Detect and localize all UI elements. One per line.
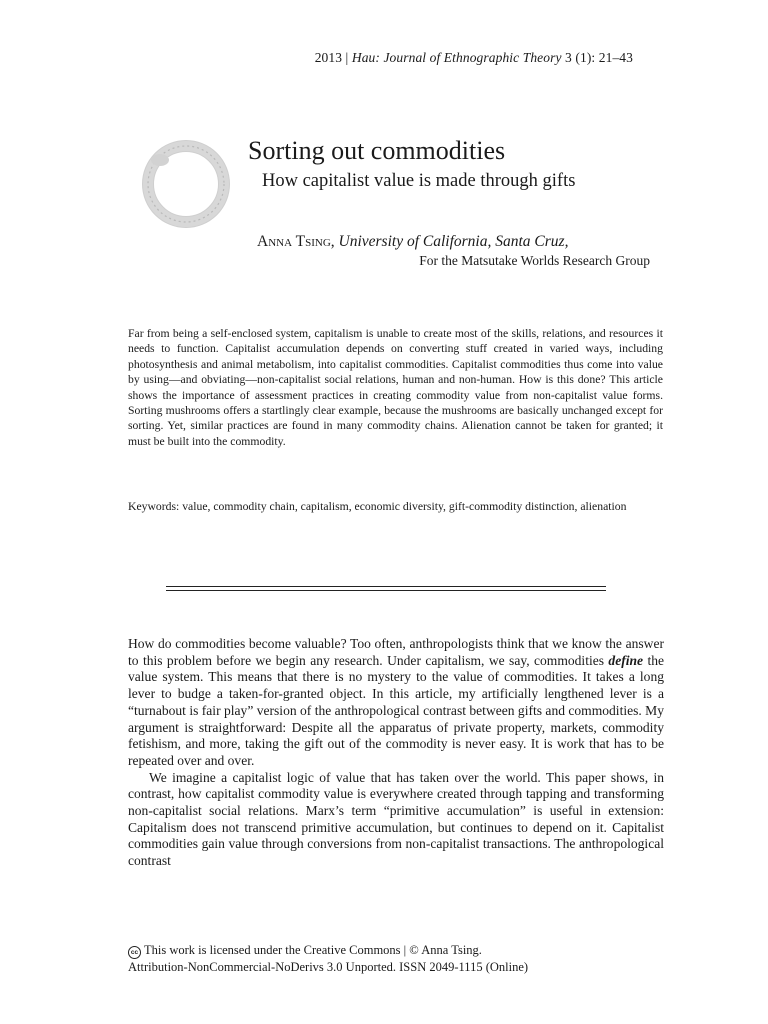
article-title: Sorting out commodities xyxy=(248,136,506,165)
body-paragraph-1: How do commodities become valuable? Too often, anthropologists think that we know the answer to this problem before we begin any research. Under capitalism, we say, commodities define the value system. This means that there is no mystery to the value of commodities. It takes a long lever to budge a taken-for-granted object. In this article, my artificially lengthened lever is a “turnabout is fair play” version of the anthropological contrast between gifts and commodities. My argument is straightforward: Despite all the apparatus of private property, markets, commodity fetishism, and more, taking the gift out of the commodity is never easy. It is work that has to be repeated over and over. xyxy=(128,636,664,768)
header-prefix: 2013 | xyxy=(314,50,352,65)
body-paragraph-2: We imagine a capitalist logic of value that has taken over the world. This paper shows, in contrast, how capitalist commodity value is everywhere created through tapping and transforming non-capitalist social relations. Marx’s term “primitive accumulation” is useful in extension: Capitalism does not transcend primitive accumulation, but continues to depend on it. Capitalist commodities gain value through conversions from non-capitalist transactions. The anthropological contrast xyxy=(128,769,664,869)
article-subtitle: How capitalist value is made through gifts xyxy=(262,171,576,191)
hau-ouroboros-logo-icon xyxy=(140,138,232,230)
section-divider xyxy=(166,586,606,591)
journal-name: Hau: Journal of Ethnographic Theory xyxy=(351,50,562,65)
license-footer xyxy=(128,942,668,975)
journal-header xyxy=(0,50,633,66)
abstract: Far from being a self-enclosed system, capitalism is unable to create most of the skills, relations, and resources it needs to function. Capitalist accumulation depends on converting stuff created in varied ways, including photosynthesis and animal metabolism, into capitalist commodities. Capitalist commodities thus come into value by using—and obviating—non-capitalist social relations, human and non-human. How is this done? This article shows the importance of assessment practices in creating commodity value from non-capitalist value forms. Sorting mushrooms offers a startlingly clear example, because the mushrooms are basically unchanged except for sorting. Yet, similar practices are found in many commodity chains. Alienation cannot be taken for granted; it must be built into the commodity. xyxy=(128,327,663,448)
creative-commons-icon: cc xyxy=(128,946,141,959)
keywords: Keywords: value, commodity chain, capitalism, economic diversity, gift-commodity distinction, alienation xyxy=(128,500,627,513)
author-name: Anna Tsing xyxy=(257,233,331,250)
article-body xyxy=(128,636,664,870)
header-issue: 3 (1): 21–43 xyxy=(561,50,633,65)
license-line-2: Attribution-NonCommercial-NoDerivs 3.0 Unported. ISSN 2049-1115 (Online) xyxy=(128,960,529,974)
license-line-1: This work is licensed under the Creative Commons | © Anna Tsing. xyxy=(144,943,482,957)
author-line: Anna Tsing, University of California, Santa Cruz, xyxy=(257,233,569,250)
research-group: For the Matsutake Worlds Research Group xyxy=(419,253,650,268)
author-affiliation: University of California, Santa Cruz, xyxy=(338,233,569,250)
emphasis-define: define xyxy=(608,652,644,668)
